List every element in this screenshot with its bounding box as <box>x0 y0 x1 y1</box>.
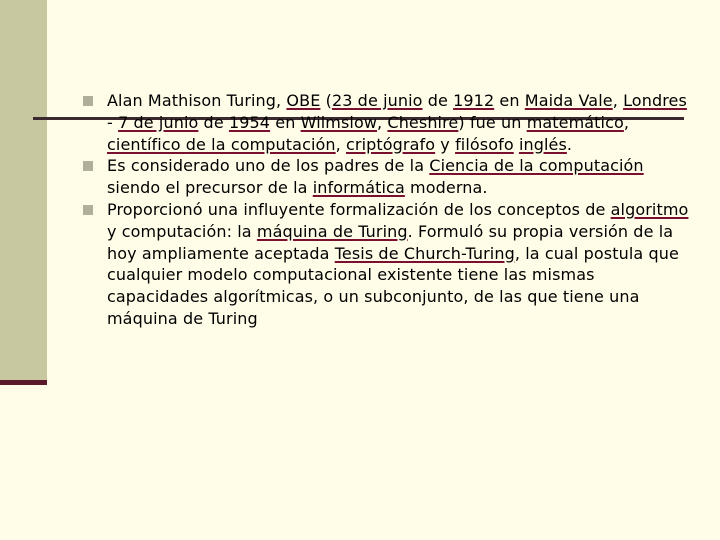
link-wilmslow[interactable]: Wilmslow <box>300 112 378 132</box>
link-death-date[interactable]: 7 de junio <box>118 112 199 132</box>
link-ingles[interactable]: inglés <box>518 134 567 154</box>
text-run: en <box>494 91 525 110</box>
text-run: . Formuló su propia versión de la hoy ampliamente aceptada <box>107 221 674 263</box>
text-run: , <box>335 134 347 154</box>
link-informatica[interactable]: informática <box>312 178 405 198</box>
link-death-year[interactable]: 1954 <box>228 112 271 132</box>
bullet-item-1 <box>80 90 690 155</box>
link-birth-year[interactable]: 1912 <box>453 91 495 110</box>
text-run: ) fue un <box>458 112 527 132</box>
link-cheshire[interactable]: Cheshire <box>387 112 459 132</box>
text-run: y computación: la <box>107 221 257 241</box>
text-run: y <box>435 134 456 154</box>
text-run: de <box>198 112 229 132</box>
link-londres[interactable]: Londres <box>623 91 687 110</box>
link-criptografo[interactable]: criptógrafo <box>346 134 436 154</box>
bullet-item-2 <box>80 155 690 199</box>
left-accent-bar <box>0 0 47 383</box>
text-run: , <box>612 91 624 110</box>
link-birth-date[interactable]: 23 de junio <box>331 91 423 110</box>
square-bullet-icon <box>83 161 93 171</box>
text-run: moderna. <box>404 178 488 198</box>
left-accent-bar-underline <box>0 380 47 385</box>
bullet-item-3 <box>80 199 690 330</box>
text-run: Proporcionó una influyente formalización de los conceptos de <box>107 199 611 219</box>
text-run: . <box>566 134 573 154</box>
bullet-text <box>107 156 644 197</box>
link-cientifico-computacion[interactable]: científico de la computación <box>107 134 336 154</box>
square-bullet-icon <box>83 96 93 106</box>
text-run: , <box>623 112 630 132</box>
text-run: - <box>107 112 119 132</box>
link-obe[interactable]: OBE <box>286 91 321 110</box>
bullet-text <box>107 200 688 328</box>
link-tesis-church-turing[interactable]: Tesis de Church-Turing <box>334 243 515 263</box>
square-bullet-icon <box>83 205 93 215</box>
link-ciencia-computacion[interactable]: Ciencia de la computación <box>429 156 644 176</box>
text-run: Alan Mathison Turing, <box>107 91 287 110</box>
link-matematico[interactable]: matemático <box>526 112 624 132</box>
text-run: ( <box>320 91 332 110</box>
text-run: , <box>377 112 388 132</box>
text-run: en <box>270 112 301 132</box>
link-maida-vale[interactable]: Maida Vale <box>524 91 613 110</box>
link-filosofo[interactable]: filósofo <box>455 134 514 154</box>
text-run: Es considerado uno de los padres de la <box>107 156 430 176</box>
bullet-list <box>80 90 690 330</box>
text-run: siendo el precursor de la <box>107 178 313 198</box>
link-maquina-de-turing[interactable]: máquina de Turing <box>256 221 408 241</box>
link-algoritmo[interactable]: algoritmo <box>610 199 689 219</box>
text-run: , la cual postula que cualquier modelo computacional existente tiene las mismas capacidades algorítmicas, o un subconjunto, de las que tiene una máquina de Turing <box>107 243 679 328</box>
bullet-text <box>107 91 687 154</box>
text-run: de <box>422 91 454 110</box>
